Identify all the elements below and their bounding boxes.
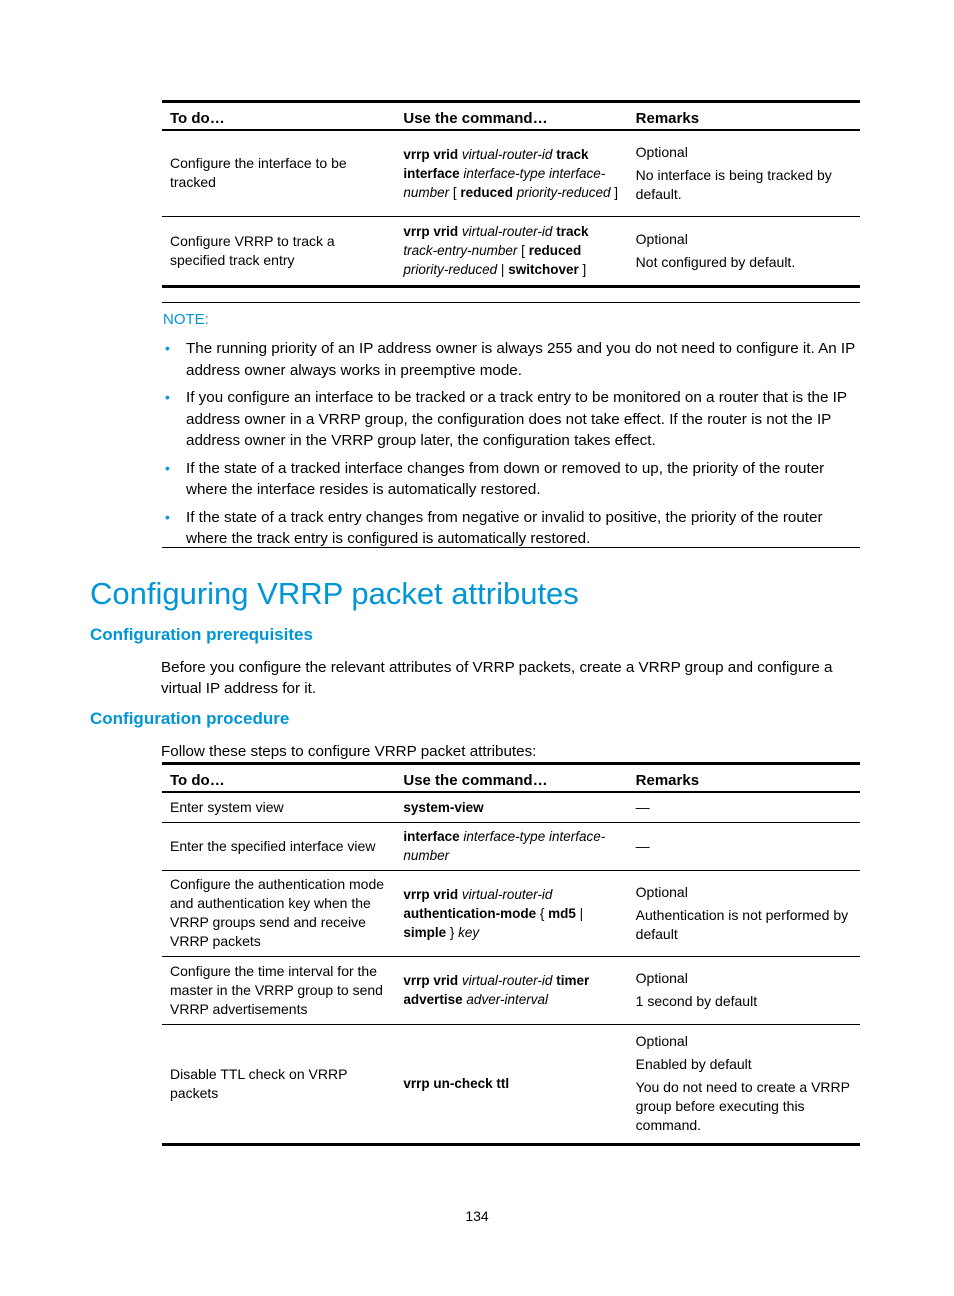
command-cell [395, 870, 627, 956]
table-row [162, 870, 860, 956]
command-cell [395, 130, 627, 216]
command-syntax: ] [578, 262, 587, 277]
command-keyword: md5 [548, 905, 576, 921]
note-item [162, 507, 862, 550]
command-keyword: interface [403, 829, 464, 844]
bullet-icon: • [165, 340, 170, 356]
command-cell [395, 216, 627, 286]
command-argument: track-entry-number [403, 243, 522, 258]
remark-line: Optional [635, 143, 688, 160]
command-argument: interface-type interface-number [403, 829, 606, 863]
bullet-icon: • [165, 389, 170, 405]
command-keyword: track [556, 224, 589, 239]
remarks-cell [628, 216, 860, 286]
table-row [162, 130, 860, 216]
todo-cell: Enter the specified interface view [162, 822, 395, 870]
remarks-cell [628, 130, 860, 216]
command-keyword: track interface [403, 146, 589, 181]
command-syntax: [ [452, 184, 461, 200]
table-row [162, 822, 860, 870]
prerequisites-text: Before you configure the relevant attributes of VRRP packets, create a VRRP group and configure a virtual IP address for it. [161, 659, 833, 697]
note-item [162, 458, 862, 501]
table-row [162, 1024, 860, 1144]
remark-line: — [635, 837, 650, 854]
command-argument: virtual-router-id [461, 886, 553, 902]
remarks-cell [628, 822, 860, 870]
command-cell [395, 956, 627, 1024]
command-cell [395, 792, 627, 822]
header-todo: To do… [162, 765, 395, 792]
page-number: 134 [465, 1208, 489, 1224]
command-syntax: ] [610, 184, 619, 200]
table-row [162, 956, 860, 1024]
note-label: NOTE: [163, 311, 209, 328]
remarks-cell [628, 870, 860, 956]
note-text: The running priority of an IP address owner is always 255 and you do not need to configure it. An IP address owner always works in preemptive mode. [186, 340, 855, 379]
command-argument: key [458, 924, 480, 940]
command-keyword: authentication-mode [403, 905, 540, 921]
bullet-icon: • [165, 459, 170, 476]
command-syntax: } [446, 924, 459, 940]
command-keyword: vrrp vrid [403, 224, 462, 239]
note-text: If the state of a tracked interface changes from down or removed to up, the priority of the router where the interface resides is automatically restored. [186, 459, 825, 498]
command-keyword: switchover [508, 262, 579, 277]
command-table-tracking [162, 103, 860, 288]
command-table-packet-attributes [162, 765, 860, 1146]
command-keyword: reduced [460, 184, 517, 200]
remark-line: Optional [635, 970, 688, 986]
prerequisites-heading: Configuration prerequisites [90, 625, 313, 644]
procedure-heading: Configuration procedure [90, 709, 290, 728]
note-item [162, 387, 862, 452]
header-todo: To do… [162, 103, 395, 130]
remark-line: 1 second by default [635, 993, 758, 1009]
remark-line: — [635, 798, 650, 815]
command-keyword: vrrp un-check ttl [403, 1076, 510, 1091]
todo-cell: Configure the time interval for the master in the VRRP group to send VRRP advertisements [162, 956, 395, 1024]
command-keyword: reduced [528, 243, 582, 258]
remark-line: Optional [635, 230, 688, 247]
table-row [162, 792, 860, 822]
note-list [162, 338, 862, 556]
note-top-rule [162, 302, 860, 303]
header-command: Use the command… [395, 765, 627, 792]
header-remarks: Remarks [628, 765, 860, 792]
command-cell [395, 822, 627, 870]
todo-cell: Configure the authentication mode and authentication key when the VRRP groups send and receive VRRP packets [162, 870, 395, 956]
todo-cell: Configure VRRP to track a specified track entry [162, 216, 395, 286]
command-argument: interface-type interface-number [403, 165, 606, 200]
table-header-row [162, 103, 860, 130]
section-title: Configuring VRRP packet attributes [90, 576, 579, 611]
header-command: Use the command… [395, 103, 627, 130]
table-row [162, 216, 860, 286]
note-bottom-rule [162, 547, 860, 548]
remark-line: Optional [635, 883, 688, 900]
todo-cell: Enter system view [162, 792, 395, 822]
command-syntax: { [539, 905, 549, 921]
todo-cell: Configure the interface to be tracked [162, 130, 395, 216]
note-text: If you configure an interface to be tracked or a track entry to be monitored on a router that is the IP address owner in a VRRP group, the configuration does not take effect. If the router is not the IP address owner in the VRRP group later, the configuration takes effect. [186, 389, 847, 449]
command-argument: virtual-router-id [461, 146, 557, 162]
command-argument: virtual-router-id [461, 224, 557, 239]
command-cell [395, 1024, 627, 1144]
remarks-cell [628, 1024, 860, 1144]
remark-line: Authentication is not performed by default [635, 906, 849, 942]
remark-line: Not configured by default. [635, 253, 796, 270]
command-keyword: system-view [403, 799, 484, 815]
command-syntax: | [575, 905, 584, 921]
table-header-row [162, 765, 860, 792]
command-argument: adver-interval [466, 992, 548, 1007]
note-text: If the state of a track entry changes from negative or invalid to positive, the priority of the router where the track entry is configured is automatically restored. [186, 508, 823, 547]
header-remarks: Remarks [628, 103, 860, 130]
command-keyword: vrrp vrid [403, 886, 462, 902]
command-syntax: | [497, 262, 509, 277]
command-keyword: vrrp vrid [403, 973, 462, 988]
command-syntax: [ [521, 243, 529, 258]
remark-line: You do not need to create a VRRP group before executing this command. [635, 1079, 850, 1133]
remarks-cell [628, 956, 860, 1024]
command-argument: virtual-router-id [461, 973, 557, 988]
command-keyword: vrrp vrid [403, 146, 462, 162]
note-item [162, 338, 862, 381]
remark-line: Enabled by default [635, 1056, 752, 1072]
command-argument: priority-reduced [516, 184, 611, 200]
remark-line: Optional [635, 1033, 688, 1049]
remarks-cell [628, 792, 860, 822]
command-argument: priority-reduced [403, 262, 498, 277]
command-keyword: timer advertise [403, 973, 590, 1007]
bullet-icon: • [165, 508, 170, 525]
procedure-intro: Follow these steps to configure VRRP packet attributes: [161, 743, 537, 760]
remark-line: No interface is being tracked by default. [635, 166, 832, 202]
command-keyword: simple [403, 924, 447, 940]
todo-cell: Disable TTL check on VRRP packets [162, 1024, 395, 1144]
